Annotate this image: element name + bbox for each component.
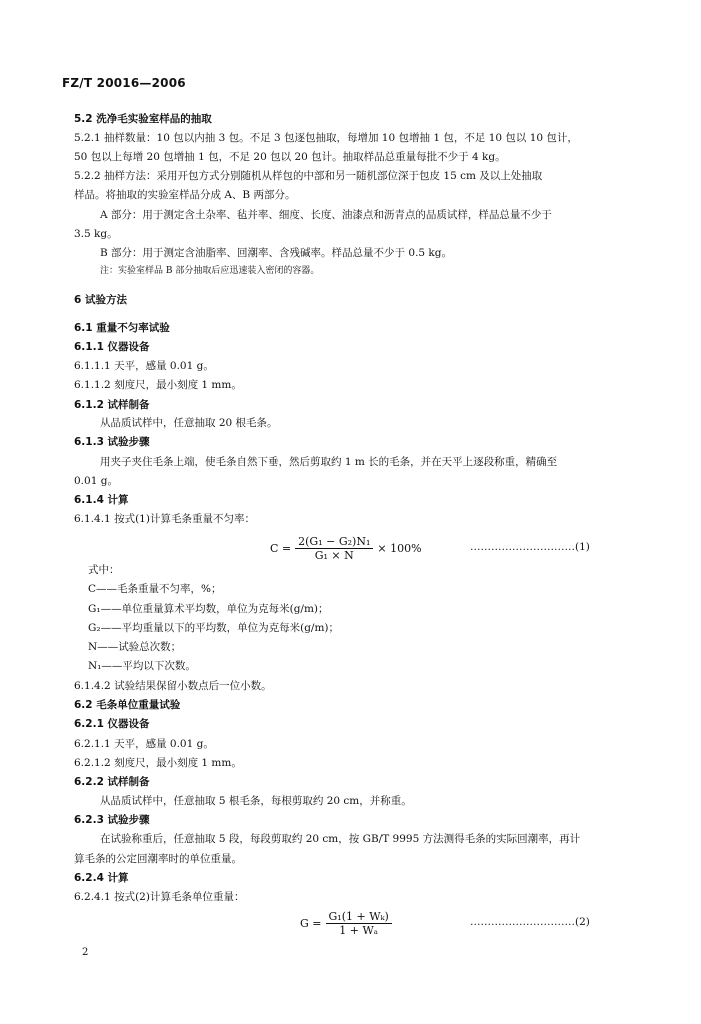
text-line-s622t: 从品质试样中，任意抽取 5 根毛条，每根剪取约 20 cm，并称重。 [100,795,412,807]
text-line-s622: 6.2.2 试样制备 [74,776,150,788]
formula-2-numerator: G₁(1 + Wₖ) [326,910,392,924]
text-line-s623b: 算毛条的公定回潮率时的单位重量。 [74,853,242,865]
text-line-note: 注：实验室样品 B 部分抽取后应迅速装入密闭的容器。 [100,266,320,276]
text-line-s61: 6.1 重量不匀率试验 [74,322,170,334]
formula-2-lhs: G = [300,917,322,930]
text-line-defN: N——试验总次数； [88,641,182,653]
formula-2 [300,910,392,937]
text-line-defG2: G₂——平均重量以下的平均数，单位为克每米(g/m)； [88,622,340,634]
text-line-defN1: N₁——平均以下次数。 [88,660,196,672]
text-line-s613a: 用夹子夹住毛条上端，使毛条自然下垂，然后剪取约 1 m 长的毛条，并在天平上逐段称重，精确至 [100,456,558,468]
text-line-s6: 6 试验方法 [74,294,127,306]
text-line-s623: 6.2.3 试验步骤 [74,814,150,826]
text-line-defC: C——毛条重量不匀率，%； [88,583,222,595]
text-line-s62: 6.2 毛条单位重量试验 [74,699,181,711]
text-line-s6241: 6.2.4.1 按式(2)计算毛条单位重量： [74,891,245,903]
text-line-s6211: 6.2.1.1 天平，感量 0.01 g。 [74,738,214,750]
text-line-s623a: 在试验称重后，任意抽取 5 段，每段剪取约 20 cm，按 GB/T 9995 方法测得毛条的实际回潮率，再计 [100,833,581,845]
text-line-s522a: 5.2.2 抽样方法：采用开包方式分别随机从样包的中部和另一随机部位深于包皮 15 cm 及以上处抽取 [74,170,543,182]
formula-1-lhs: C = [270,542,292,555]
text-line-s6112: 6.1.1.2 刻度尺，最小刻度 1 mm。 [74,379,242,391]
text-line-s521b: 50 包以上每增 20 包增抽 1 包，不足 20 包以 20 包计。抽取样品总重量每批不少于 4 kg。 [74,151,506,163]
formula-2-denominator: 1 + Wₐ [339,924,379,937]
text-line-where: 式中： [88,564,120,576]
formula-1-numerator: 2(G₁ − G₂)N₁ [295,535,373,549]
text-line-s6212: 6.2.1.2 刻度尺，最小刻度 1 mm。 [74,757,242,769]
standard-header: FZ/T 20016—2006 [62,76,186,90]
text-line-s621: 6.2.1 仪器设备 [74,718,150,730]
text-line-s612t: 从品质试样中，任意抽取 20 根毛条。 [100,417,278,429]
text-line-partA2: 3.5 kg。 [74,228,118,240]
formula-1-tag: …………………………(1) [470,541,590,553]
text-line-s6111: 6.1.1.1 天平，感量 0.01 g。 [74,360,214,372]
text-line-s624: 6.2.4 计算 [74,872,129,884]
text-line-s611: 6.1.1 仪器设备 [74,341,150,353]
formula-2-tag: …………………………(2) [470,916,590,928]
formula-1-denominator: G₁ × N [314,549,354,562]
page-number: 2 [82,947,89,958]
formula-1 [270,535,422,562]
text-line-s613b: 0.01 g。 [74,475,118,487]
text-line-s612: 6.1.2 试样制备 [74,399,150,411]
text-line-s6142: 6.1.4.2 试验结果保留小数点后一位小数。 [74,680,272,692]
text-line-s614: 6.1.4 计算 [74,494,129,506]
text-line-defG1: G₁——单位重量算术平均数，单位为克每米(g/m)； [88,603,329,615]
text-line-partA1: A 部分：用于测定含土杂率、毡并率、细度、长度、油漆点和沥青点的品质试样，样品总量不少于 [100,209,552,221]
text-line-s613: 6.1.3 试验步骤 [74,436,150,448]
text-line-s522b: 样品。将抽取的实验室样品分成 A、B 两部分。 [74,189,296,201]
text-line-s52: 5.2 洗净毛实验室样品的抽取 [74,113,212,125]
formula-1-rhs: × 100% [377,542,422,555]
text-line-partB: B 部分：用于测定含油脂率、回潮率、含残碱率。样品总量不少于 0.5 kg。 [100,247,453,259]
text-line-s521a: 5.2.1 抽样数量：10 包以内抽 3 包。不足 3 包逐包抽取，每增加 10 包增抽 1 包，不足 10 包以 10 包计， [74,132,578,144]
text-line-s6141: 6.1.4.1 按式(1)计算毛条重量不匀率： [74,513,255,525]
